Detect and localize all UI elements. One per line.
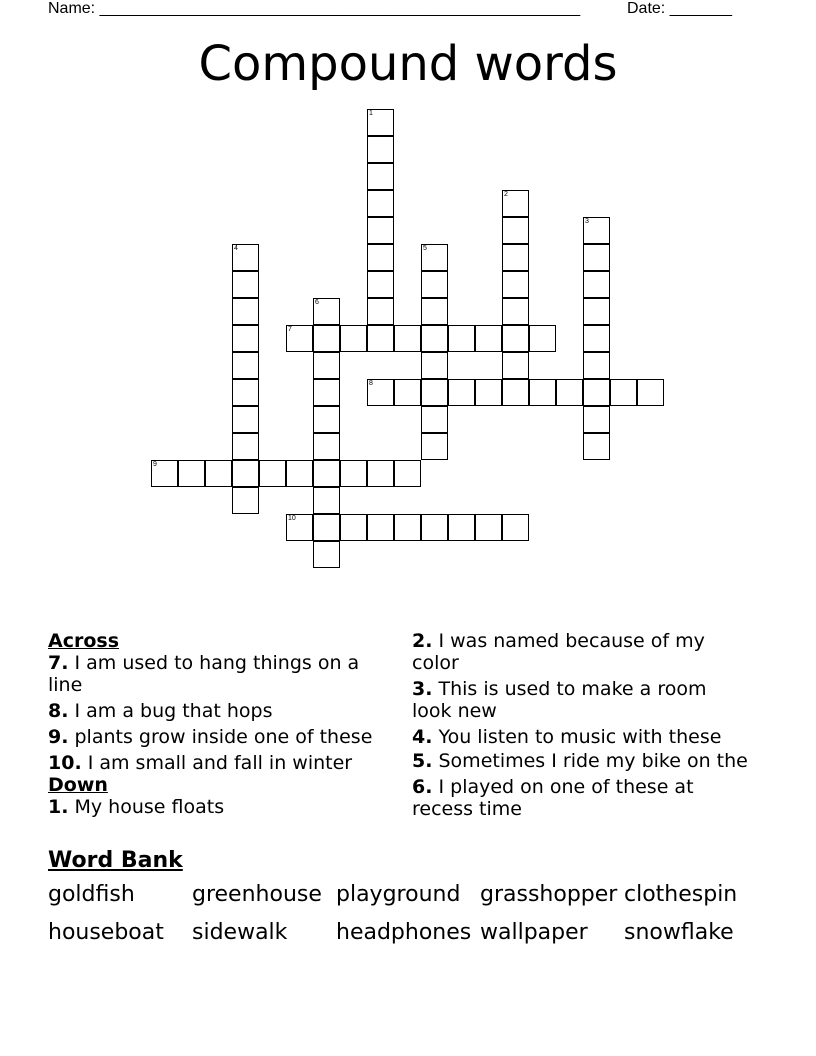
crossword-cell[interactable] bbox=[367, 244, 394, 271]
crossword-cell[interactable] bbox=[367, 190, 394, 217]
crossword-cell[interactable] bbox=[421, 325, 448, 352]
crossword-cell[interactable] bbox=[583, 244, 610, 271]
crossword-cell[interactable] bbox=[232, 379, 259, 406]
crossword-cell[interactable] bbox=[232, 460, 259, 487]
page-title: Compound words bbox=[198, 36, 618, 92]
clue-down-4 bbox=[412, 726, 752, 748]
word-bank-item: playground bbox=[336, 882, 461, 907]
crossword-cell[interactable] bbox=[583, 379, 610, 406]
crossword-cell[interactable] bbox=[232, 271, 259, 298]
crossword-cell[interactable] bbox=[367, 298, 394, 325]
word-bank-title: Word Bank bbox=[48, 848, 183, 873]
crossword-cell[interactable] bbox=[502, 325, 529, 352]
crossword-cell[interactable] bbox=[232, 352, 259, 379]
word-bank-item: snowflake bbox=[624, 920, 734, 945]
crossword-cell[interactable] bbox=[367, 514, 394, 541]
crossword-cell[interactable] bbox=[502, 244, 529, 271]
clue-text: You listen to music with these bbox=[438, 726, 722, 748]
word-bank-item: sidewalk bbox=[192, 920, 288, 945]
crossword-cell[interactable] bbox=[529, 325, 556, 352]
crossword-cell[interactable] bbox=[178, 460, 205, 487]
clue-number: 1. bbox=[48, 796, 69, 818]
clues-right-column bbox=[412, 630, 752, 824]
crossword-cell[interactable] bbox=[502, 352, 529, 379]
crossword-cell[interactable] bbox=[502, 379, 529, 406]
crossword-cell[interactable] bbox=[367, 217, 394, 244]
clue-number: 5. bbox=[412, 750, 433, 772]
clue-text: This is used to make a room look new bbox=[412, 678, 707, 722]
crossword-cell[interactable] bbox=[475, 325, 502, 352]
crossword-cell[interactable] bbox=[421, 433, 448, 460]
crossword-cell[interactable] bbox=[394, 514, 421, 541]
crossword-cell[interactable] bbox=[367, 271, 394, 298]
crossword-cell[interactable] bbox=[583, 352, 610, 379]
clue-across-10 bbox=[48, 752, 388, 774]
clue-text: I am small and fall in winter bbox=[87, 752, 353, 774]
crossword-cell[interactable] bbox=[367, 379, 394, 406]
crossword-cell[interactable] bbox=[151, 460, 178, 487]
crossword-cell[interactable] bbox=[286, 514, 313, 541]
clue-down-6 bbox=[412, 776, 752, 820]
crossword-cell[interactable] bbox=[286, 325, 313, 352]
cell-number: 1 bbox=[369, 110, 373, 117]
crossword-cell[interactable] bbox=[367, 325, 394, 352]
clue-down-5 bbox=[412, 750, 752, 772]
clue-text: I was named because of my color bbox=[412, 630, 705, 674]
cell-number: 10 bbox=[288, 515, 296, 522]
crossword-cell[interactable] bbox=[232, 487, 259, 514]
crossword-cell[interactable] bbox=[502, 271, 529, 298]
clue-down-2 bbox=[412, 630, 752, 674]
across-heading: Across bbox=[48, 630, 120, 652]
cell-number: 8 bbox=[369, 380, 373, 387]
crossword-cell[interactable] bbox=[367, 136, 394, 163]
crossword-cell[interactable] bbox=[583, 433, 610, 460]
down-heading: Down bbox=[48, 774, 108, 796]
crossword-cell[interactable] bbox=[502, 217, 529, 244]
crossword-cell[interactable] bbox=[394, 460, 421, 487]
word-bank-item: greenhouse bbox=[192, 882, 322, 907]
crossword-cell[interactable] bbox=[313, 352, 340, 379]
crossword-cell[interactable] bbox=[232, 244, 259, 271]
crossword-cell[interactable] bbox=[421, 352, 448, 379]
clue-number: 8. bbox=[48, 700, 69, 722]
clue-across-7 bbox=[48, 652, 388, 696]
crossword-cell[interactable] bbox=[367, 460, 394, 487]
crossword-cell[interactable] bbox=[313, 487, 340, 514]
crossword-cell[interactable] bbox=[313, 298, 340, 325]
clue-across-8 bbox=[48, 700, 388, 722]
crossword-cell[interactable] bbox=[583, 298, 610, 325]
clue-text: I am used to hang things on a line bbox=[48, 652, 360, 696]
clue-number: 6. bbox=[412, 776, 433, 798]
crossword-cell[interactable] bbox=[583, 325, 610, 352]
crossword-cell[interactable] bbox=[232, 298, 259, 325]
crossword-cell[interactable] bbox=[313, 514, 340, 541]
word-bank-item: houseboat bbox=[48, 920, 164, 945]
word-bank-item: grasshopper bbox=[480, 882, 618, 907]
cell-number: 6 bbox=[315, 299, 319, 306]
crossword-cell[interactable] bbox=[421, 406, 448, 433]
clue-text: I played on one of these at recess time bbox=[412, 776, 694, 820]
clue-number: 2. bbox=[412, 630, 433, 652]
crossword-cell[interactable] bbox=[448, 514, 475, 541]
crossword-cell[interactable] bbox=[367, 109, 394, 136]
crossword-cell[interactable] bbox=[313, 460, 340, 487]
crossword-cell[interactable] bbox=[475, 379, 502, 406]
clue-down-1 bbox=[48, 796, 388, 818]
crossword-cell[interactable] bbox=[394, 379, 421, 406]
crossword-cell[interactable] bbox=[637, 379, 664, 406]
crossword-cell[interactable] bbox=[529, 379, 556, 406]
cell-number: 4 bbox=[234, 245, 238, 252]
cell-number: 9 bbox=[153, 461, 157, 468]
crossword-cell[interactable] bbox=[259, 460, 286, 487]
word-bank-item: goldfish bbox=[48, 882, 135, 907]
clue-text: plants grow inside one of these bbox=[74, 726, 373, 748]
cell-number: 5 bbox=[423, 245, 427, 252]
crossword-cell[interactable] bbox=[313, 433, 340, 460]
crossword-cell[interactable] bbox=[421, 379, 448, 406]
crossword-cell[interactable] bbox=[502, 514, 529, 541]
crossword-cell[interactable] bbox=[232, 433, 259, 460]
crossword-cell[interactable] bbox=[448, 379, 475, 406]
crossword-cell[interactable] bbox=[610, 379, 637, 406]
clue-text: Sometimes I ride my bike on the bbox=[438, 750, 748, 772]
word-bank bbox=[48, 882, 768, 946]
crossword-cell[interactable] bbox=[340, 514, 367, 541]
crossword-cell[interactable] bbox=[583, 217, 610, 244]
crossword-cell[interactable] bbox=[394, 325, 421, 352]
crossword-cell[interactable] bbox=[205, 460, 232, 487]
crossword-cell[interactable] bbox=[286, 460, 313, 487]
crossword-cell[interactable] bbox=[475, 514, 502, 541]
cell-number: 7 bbox=[288, 326, 292, 333]
crossword-cell[interactable] bbox=[583, 406, 610, 433]
crossword-cell[interactable] bbox=[502, 298, 529, 325]
crossword-cell[interactable] bbox=[421, 244, 448, 271]
crossword-cell[interactable] bbox=[313, 406, 340, 433]
crossword-cell[interactable] bbox=[421, 271, 448, 298]
name-field-line: Name: ______________________________________________________ bbox=[48, 0, 581, 17]
clues-left-column bbox=[48, 630, 388, 822]
clue-number: 3. bbox=[412, 678, 433, 700]
crossword-cell[interactable] bbox=[232, 406, 259, 433]
clue-text: I am a bug that hops bbox=[74, 700, 273, 722]
crossword-cell[interactable] bbox=[421, 514, 448, 541]
crossword-cell[interactable] bbox=[340, 325, 367, 352]
crossword-cell[interactable] bbox=[556, 379, 583, 406]
word-bank-item: clothespin bbox=[624, 882, 738, 907]
word-bank-item: headphones bbox=[336, 920, 472, 945]
crossword-cell[interactable] bbox=[313, 379, 340, 406]
clue-number: 4. bbox=[412, 726, 433, 748]
crossword-cell[interactable] bbox=[313, 541, 340, 568]
crossword-cell[interactable] bbox=[313, 325, 340, 352]
crossword-cell[interactable] bbox=[367, 163, 394, 190]
crossword-cell[interactable] bbox=[448, 325, 475, 352]
clue-across-9 bbox=[48, 726, 388, 748]
crossword-cell[interactable] bbox=[232, 325, 259, 352]
date-field-line: Date: _______ bbox=[627, 0, 732, 17]
cell-number: 2 bbox=[504, 191, 508, 198]
crossword-cell[interactable] bbox=[421, 298, 448, 325]
crossword-cell[interactable] bbox=[340, 460, 367, 487]
cell-number: 3 bbox=[585, 218, 589, 225]
clue-down-3 bbox=[412, 678, 752, 722]
clue-number: 7. bbox=[48, 652, 69, 674]
crossword-cell[interactable] bbox=[583, 271, 610, 298]
clue-number: 10. bbox=[48, 752, 82, 774]
clue-text: My house floats bbox=[74, 796, 225, 818]
word-bank-item: wallpaper bbox=[480, 920, 588, 945]
crossword-cell[interactable] bbox=[502, 190, 529, 217]
clue-number: 9. bbox=[48, 726, 69, 748]
